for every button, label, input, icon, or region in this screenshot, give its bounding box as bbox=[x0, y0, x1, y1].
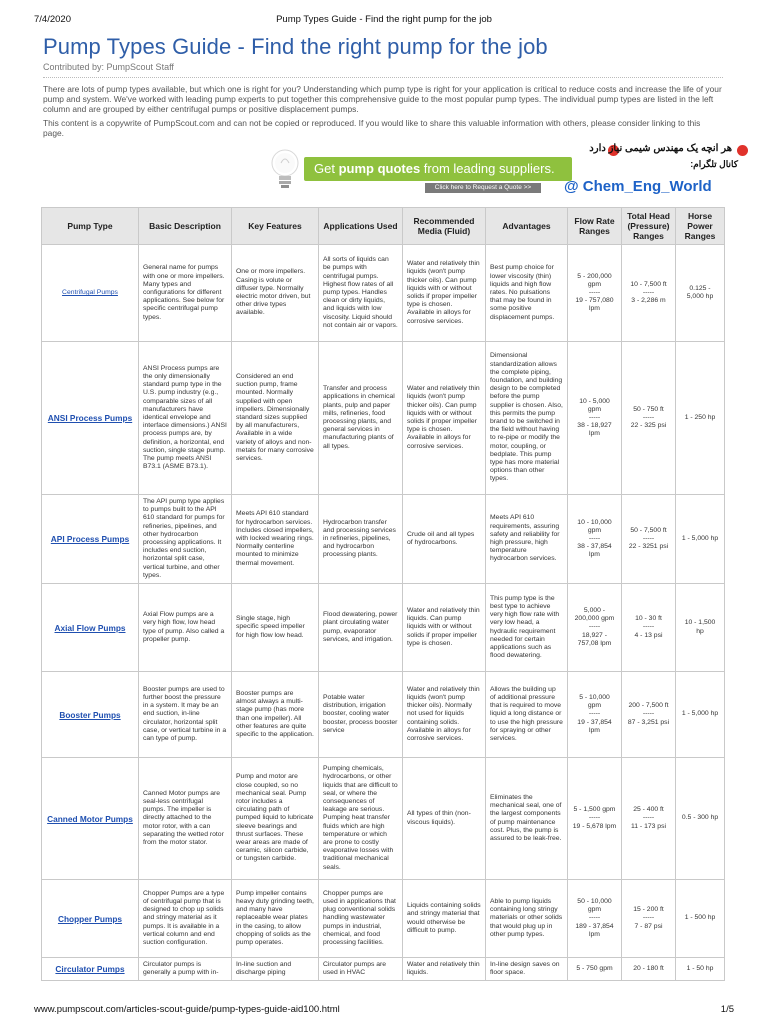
pump-type-link[interactable]: Axial Flow Pumps bbox=[54, 622, 126, 633]
features-cell: In-line suction and discharge piping bbox=[232, 958, 319, 981]
banner-row bbox=[43, 141, 738, 207]
description-cell: Axial Flow pumps are a very high flow, low head type of pump. Also called a propeller pump. bbox=[139, 584, 232, 672]
intro-paragraph: There are lots of pump types available, but which one is right for you? Understanding which pump type is right for your application is critical to reduce costs and increase the life of your pump and system. We've worked with leading pump experts to put together this comprehensive guide to the most popular pump types. The individual pump types are listed in the left column and are grouped by either centrifugal pumps or positive displacement pumps. bbox=[43, 84, 722, 115]
media-cell: Liquids containing solids and stringy material that would otherwise be difficult to pump. bbox=[403, 880, 486, 958]
hp-cell: 1 - 250 hp bbox=[676, 342, 725, 495]
flow-cell: 10 - 5,000 gpm ----- 38 - 18,927 lpm bbox=[568, 342, 622, 495]
copyright-paragraph: This content is a copywrite of PumpScout.com and can not be copied or reproduced. If you would like to share this valuable information with others, please consider linking to this page. bbox=[43, 117, 701, 138]
description-cell: ANSI Process pumps are the only dimensionally standard pump type in the U.S. pump industry (e.g., comparable sizes of all manufacturers have identical envelope and interface dimensions.) ANSI process pumps are, by definition, a horizontal, end suction, single stage pump. The pump meets ANSI B73.1 (ASME B73.1). bbox=[139, 342, 232, 495]
table-row bbox=[42, 672, 725, 758]
table-row bbox=[42, 880, 725, 958]
advantages-cell: This pump type is the best type to achieve very high flow rate with very low head, a hydraulic requirement needed for certain applications such as flood dewatering. bbox=[486, 584, 568, 672]
head-cell: 50 - 7,500 ft ----- 22 - 3251 psi bbox=[622, 495, 676, 584]
pump-type-link[interactable]: Canned Motor Pumps bbox=[47, 813, 133, 824]
applications-cell: Flood dewatering, power plant circulating water pump, evaporator services, and irrigation. bbox=[319, 584, 403, 672]
media-cell: Crude oil and all types of hydrocarbons. bbox=[403, 495, 486, 584]
hp-cell: 10 - 1,500 hp bbox=[676, 584, 725, 672]
channel-promo bbox=[564, 141, 744, 207]
applications-cell: All sorts of liquids can be pumps with centrifugal pumps. Highest flow rates of all pump types. Handles clean or dirty liquids, and liquids with low viscosity. Liquid should not contain air or vapors. bbox=[319, 245, 403, 342]
flow-cell: 5 - 10,000 gpm ----- 19 - 37,854 lpm bbox=[568, 672, 622, 758]
advantages-cell: Able to pump liquids containing long stringy materials or other solids that would plug up in other pump types. bbox=[486, 880, 568, 958]
media-cell: Water and relatively thin liquids (won't pump thicker oils). Normally not used for liquids containing solids. Available in alloys for corrosive services. bbox=[403, 672, 486, 758]
advantages-cell: Allows the building up of additional pressure that is required to move liquid a long distance or to use the high pressure for spraying or other services. bbox=[486, 672, 568, 758]
features-cell: Considered an end suction pump, frame mounted. Normally supplied with open impellers. Dimensionally standard sizes supplied by all manufacturers, Available in a wide variety of alloys and non-metals for many corrosive services. bbox=[232, 342, 319, 495]
pump-type-link[interactable]: Centrifugal Pumps bbox=[62, 289, 118, 297]
media-cell: Water and relatively thin liquids. bbox=[403, 958, 486, 981]
advantages-cell: Best pump choice for lower viscosity (thin) liquids and high flow rates. No pulsations that may be found in some positive displacement pumps. bbox=[486, 245, 568, 342]
features-cell: Booster pumps are almost always a multi-stage pump (has more than one impeller). All other features are quite specific to the application. bbox=[232, 672, 319, 758]
flow-cell: 5,000 - 200,000 gpm ----- 18,927 - 757,08 lpm bbox=[568, 584, 622, 672]
features-cell: Pump and motor are close coupled, so no mechanical seal. Pump rotor includes a circulating path of pumped liquid to lubricate sleeve bearings and thrust surfaces. These wear areas are made of ceramic, silicon carbide, or tungsten carbide. bbox=[232, 758, 319, 880]
hp-cell: 1 - 50 hp bbox=[676, 958, 725, 981]
table-row bbox=[42, 245, 725, 342]
flow-cell: 5 - 750 gpm bbox=[568, 958, 622, 981]
pump-type-link[interactable]: ANSI Process Pumps bbox=[47, 413, 133, 424]
column-header: Basic Description bbox=[139, 208, 232, 245]
quote-ad-banner[interactable] bbox=[268, 147, 573, 193]
applications-cell: Potable water distribution, irrigation booster, cooling water booster, process booster service bbox=[319, 672, 403, 758]
request-quote-link[interactable]: Click here to Request a Quote >> bbox=[425, 183, 541, 193]
advantages-cell: Eliminates the mechanical seal, one of the largest components of pump maintenance cost. Plus, the pump is assured to be leak-free. bbox=[486, 758, 568, 880]
article bbox=[43, 34, 738, 981]
description-cell: The API pump type applies to pumps built to the API 610 standard for pumps for refineries, pipelines, and other hydrocarbon processing applications. It includes end suction, horizontal split case, vertical turbine, and other types. bbox=[139, 495, 232, 584]
pump-types-table bbox=[41, 207, 725, 981]
page-title: Pump Types Guide - Find the right pump for the job bbox=[43, 34, 548, 59]
advantages-cell: Meets API 610 requirements, assuring safety and reliability for high pressure, high temperature hydrocarbon services. bbox=[486, 495, 568, 584]
features-cell: One or more impellers. Casing is volute or diffuser type. Normally electric motor driven, but other drive types available. bbox=[232, 245, 319, 342]
description-cell: Canned Motor pumps are seal-less centrifugal pumps. The impeller is directly attached to the motor rotor, with a can separating the wetted rotor from the motor stator. bbox=[139, 758, 232, 880]
head-cell: 50 - 750 ft ----- 22 - 325 psi bbox=[622, 342, 676, 495]
table-row bbox=[42, 958, 725, 981]
column-header: Recommended Media (Fluid) bbox=[403, 208, 486, 245]
print-title: Pump Types Guide - Find the right pump for the job bbox=[276, 14, 492, 25]
media-cell: Water and relatively thin liquids. Can pump liquids with or without solids if proper impeller type is chosen. bbox=[403, 584, 486, 672]
head-cell: 25 - 400 ft ----- 11 - 173 psi bbox=[622, 758, 676, 880]
media-cell: Water and relatively thin liquids (won't pump thicker oils). Can pump liquids with or without solids if proper impeller type is chosen. Available in alloys for corrosive services. bbox=[403, 245, 486, 342]
print-footer bbox=[34, 1004, 734, 1016]
column-header: Key Features bbox=[232, 208, 319, 245]
media-cell: Water and relatively thin liquids (won't pump thicker oils). Can pump liquids with or without solids if proper impeller type is chosen. Available in alloys for corrosive services. bbox=[403, 342, 486, 495]
flow-cell: 5 - 200,000 gpm ----- 19 - 757,080 lpm bbox=[568, 245, 622, 342]
description-cell: General name for pumps with one or more impellers. Many types and configurations for different applications. See below for specific centrifugal pump types. bbox=[139, 245, 232, 342]
column-header: Advantages bbox=[486, 208, 568, 245]
advantages-cell: In-line design saves on floor space. bbox=[486, 958, 568, 981]
ad-text[interactable]: Get pump quotes from leading suppliers. bbox=[304, 157, 572, 181]
pump-type-link[interactable]: Booster Pumps bbox=[59, 709, 121, 720]
advantages-cell: Dimensional standardization allows the complete piping, foundation, and building design to be completed before the pump supplier is chosen. Also, this permits the pump brand to be switched in the field without having to re-pipe or modify the motor, coupling, or bedplate. This pump type has more material options than other types. bbox=[486, 342, 568, 495]
media-cell: All types of thin (non-viscous liquids). bbox=[403, 758, 486, 880]
description-cell: Chopper Pumps are a type of centrifugal pump that is designed to chop up solids and stringy material as it pumps. It is available in a vertical column and end suction configuration. bbox=[139, 880, 232, 958]
flow-cell: 50 - 10,000 gpm ----- 189 - 37,854 lpm bbox=[568, 880, 622, 958]
applications-cell: Pumping chemicals, hydrocarbons, or other liquids that are difficult to seal, or where the consequences of leakage are serious. Pumping heat transfer fluids which are high temperature or which are prone to costly evaporative losses with traditional mechanical seals. bbox=[319, 758, 403, 880]
column-header: Total Head (Pressure) Ranges bbox=[622, 208, 676, 245]
flow-cell: 10 - 10,000 gpm ----- 38 - 37,854 lpm bbox=[568, 495, 622, 584]
print-date: 7/4/2020 bbox=[34, 14, 71, 25]
applications-cell: Hydrocarbon transfer and processing services in refineries, pipelines, and hydrocarbon processing plants. bbox=[319, 495, 403, 584]
channel-tagline: هر انچه یک مهندس شیمی نیاز دارد bbox=[589, 143, 732, 155]
head-cell: 10 - 7,500 ft ----- 3 - 2,286 m bbox=[622, 245, 676, 342]
channel-handle[interactable]: @ Chem_Eng_World bbox=[564, 178, 712, 196]
applications-cell: Transfer and process applications in chemical plants, pulp and paper mills, refineries, food processing plants, and general services in manufacturing plants of all types. bbox=[319, 342, 403, 495]
table-row bbox=[42, 495, 725, 584]
hp-cell: 1 - 500 hp bbox=[676, 880, 725, 958]
channel-label: کانال تلگرام: bbox=[690, 159, 738, 170]
column-header: Flow Rate Ranges bbox=[568, 208, 622, 245]
hp-cell: 0.5 - 300 hp bbox=[676, 758, 725, 880]
column-header: Pump Type bbox=[42, 208, 139, 245]
hp-cell: 1 - 5,000 hp bbox=[676, 495, 725, 584]
column-header: Horse Power Ranges bbox=[676, 208, 725, 245]
features-cell: Pump impeller contains heavy duty grinding teeth, and many have replaceable wear plates in the casing, to allow chopping of solids as the pump operates. bbox=[232, 880, 319, 958]
flow-cell: 5 - 1,500 gpm ----- 19 - 5,678 lpm bbox=[568, 758, 622, 880]
features-cell: Meets API 610 standard for hydrocarbon services. Includes closed impellers, with locked wearing rings. Normally centerline mounted to minimize thermal movement. bbox=[232, 495, 319, 584]
divider bbox=[43, 77, 723, 78]
column-header: Applications Used bbox=[319, 208, 403, 245]
table-header-row bbox=[42, 208, 725, 245]
red-dot-icon bbox=[737, 145, 748, 156]
hp-cell: 0.125 - 5,000 hp bbox=[676, 245, 725, 342]
applications-cell: Chopper pumps are used in applications that plug conventional solids handling wastewater pumps in industrial, chemical, and food processing facilities. bbox=[319, 880, 403, 958]
pump-type-link[interactable]: Circulator Pumps bbox=[55, 964, 125, 975]
hp-cell: 1 - 5,000 hp bbox=[676, 672, 725, 758]
applications-cell: Circulator pumps are used in HVAC bbox=[319, 958, 403, 981]
description-cell: Booster pumps are used to further boost the pressure in a system. It may be an end suction, in-line circulator, horizontal split case, or vertical turbine in a can type of pump. bbox=[139, 672, 232, 758]
head-cell: 10 - 30 ft ----- 4 - 13 psi bbox=[622, 584, 676, 672]
print-url: www.pumpscout.com/articles-scout-guide/pump-types-guide-aid100.html bbox=[34, 1004, 340, 1015]
features-cell: Single stage, high specific speed impeller for high flow low head. bbox=[232, 584, 319, 672]
table-row bbox=[42, 584, 725, 672]
lightbulb-icon bbox=[268, 147, 302, 191]
contributor-line: Contributed by: PumpScout Staff bbox=[43, 62, 174, 72]
head-cell: 20 - 180 ft bbox=[622, 958, 676, 981]
table-row bbox=[42, 758, 725, 880]
head-cell: 200 - 7,500 ft ----- 87 - 3,251 psi bbox=[622, 672, 676, 758]
pump-type-link[interactable]: API Process Pumps bbox=[50, 534, 130, 545]
page-number: 1/5 bbox=[720, 1004, 734, 1015]
pump-type-link[interactable]: Chopper Pumps bbox=[57, 913, 123, 924]
head-cell: 15 - 200 ft ----- 7 - 87 psi bbox=[622, 880, 676, 958]
description-cell: Circulator pumps is generally a pump with in- bbox=[139, 958, 232, 981]
table-row bbox=[42, 342, 725, 495]
print-header bbox=[34, 14, 734, 26]
intro-text bbox=[43, 84, 723, 138]
